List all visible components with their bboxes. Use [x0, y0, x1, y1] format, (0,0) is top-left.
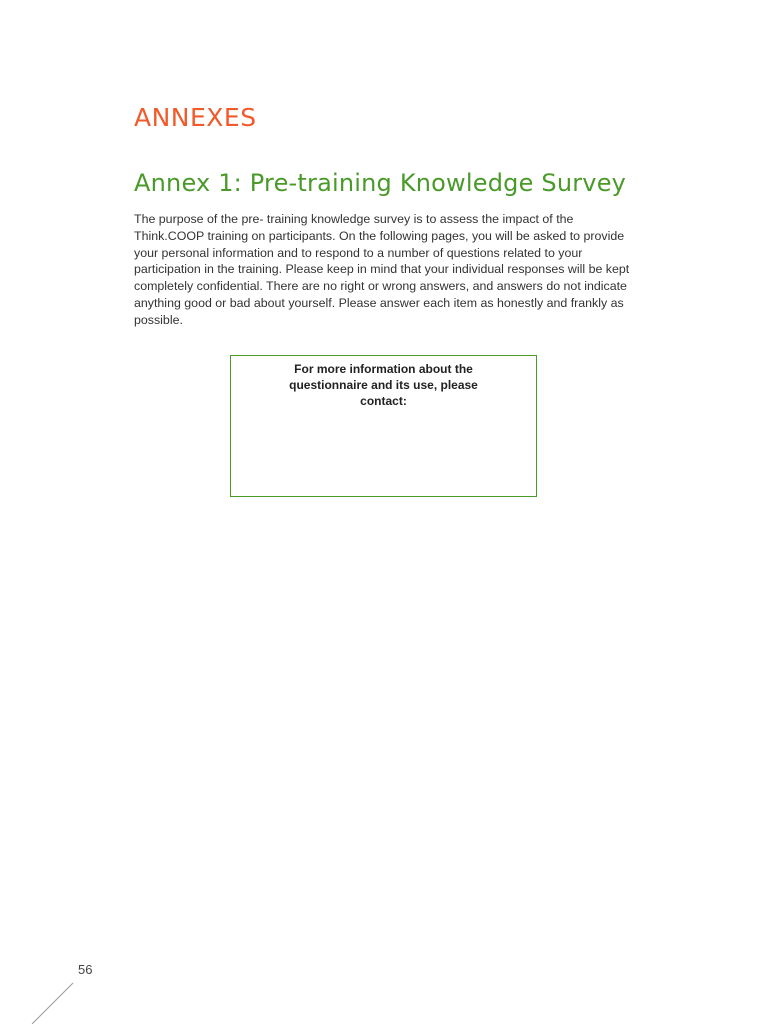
contact-info-box	[230, 355, 537, 497]
section-heading: ANNEXES	[134, 103, 257, 132]
contact-info-text: For more information about the questionnaire and its use, please contact:	[289, 362, 478, 408]
corner-diagonal-line	[32, 983, 73, 1024]
intro-paragraph: The purpose of the pre- training knowledge survey is to assess the impact of the Think.COOP training on participants. On the following pages, you will be asked to provide your personal information and to respond to a number of questions related to your participation in the training. Please keep in mind that your individual responses will be kept completely confidential. There are no right or wrong answers, and answers do not indicate anything good or bad about yourself. Please answer each item as honestly and frankly as possible.	[134, 212, 630, 327]
page-number: 56	[78, 962, 93, 977]
annex-title: Annex 1: Pre-training Knowledge Survey	[134, 169, 627, 197]
